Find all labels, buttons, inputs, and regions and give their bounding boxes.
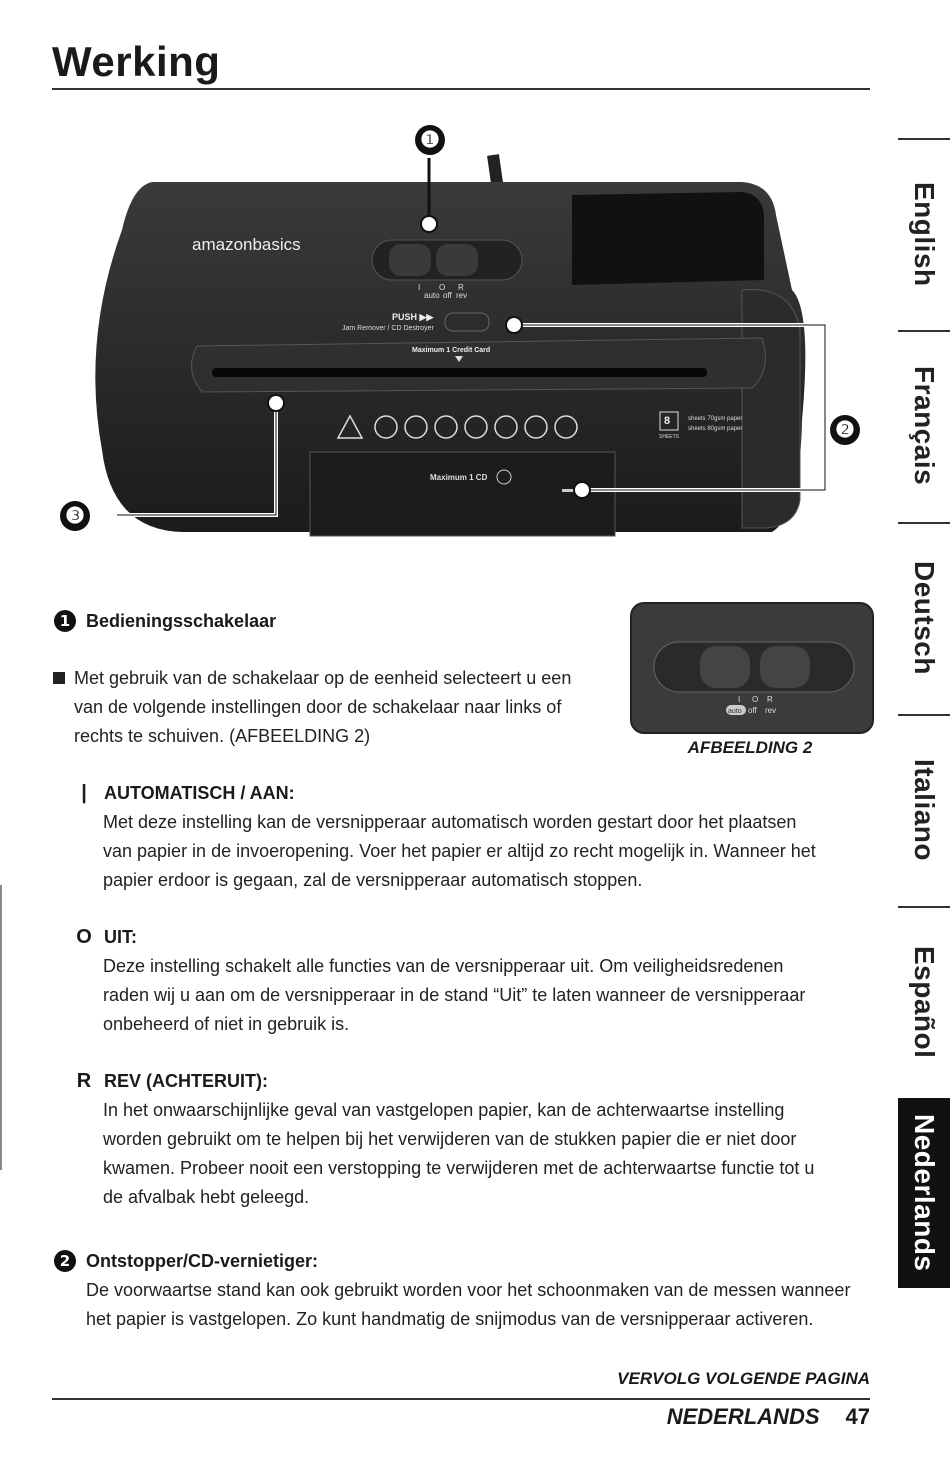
page-number: 47 bbox=[845, 1404, 870, 1429]
title-divider bbox=[52, 88, 870, 90]
cd-label: Maximum 1 CD bbox=[430, 473, 488, 482]
mode-rev: rev bbox=[456, 291, 468, 300]
switch-label-o: O bbox=[439, 283, 446, 292]
mode-title: REV (ACHTERUIT): bbox=[104, 1071, 268, 1091]
sheets-line-1: sheets 70gsm paper bbox=[688, 416, 743, 422]
mode-line: raden wij u aan om de versnipperaar in de stand “Uit” te laten wanneer de versnipperaar bbox=[103, 985, 806, 1005]
shredder-figure bbox=[52, 120, 872, 560]
fig2-switch-label-o: O bbox=[752, 695, 759, 704]
fig2-mode-off: off bbox=[748, 706, 757, 715]
mode-line: kwamen. Probeer nooit een verstopping te verwijderen met de achterwaartse functie tot u bbox=[103, 1158, 815, 1178]
page-footer bbox=[667, 1404, 870, 1430]
page-title: Werking bbox=[52, 38, 221, 85]
tab-italiano[interactable] bbox=[898, 714, 950, 906]
section2-heading bbox=[54, 1250, 318, 1272]
section2-title: Ontstopper/CD-vernietiger: bbox=[86, 1250, 319, 1271]
fig2-switch-label-i: I bbox=[738, 695, 741, 704]
mode-line: Deze instelling schakelt alle functies van de versnipperaar uit. Om veiligheidsredenen bbox=[103, 956, 784, 976]
marker-1: ❶ bbox=[415, 125, 445, 155]
mode-line: onbeheerd of niet in gebruik is. bbox=[103, 1014, 350, 1034]
switch-label-r: R bbox=[458, 283, 464, 292]
sheets-caption: SHEETS bbox=[659, 434, 680, 440]
fig2-switch-label-r: R bbox=[767, 695, 773, 704]
section1-number: 1 bbox=[54, 610, 76, 632]
mode-rev-heading bbox=[74, 1070, 268, 1093]
mode-line: worden gebruikt om te helpen bij het verwijderen van de stukken papier die er niet door bbox=[103, 1129, 797, 1149]
mode-symbol: R bbox=[76, 1070, 92, 1092]
section2-number: 2 bbox=[54, 1250, 76, 1272]
footer-divider bbox=[52, 1398, 870, 1400]
mode-auto-heading bbox=[74, 782, 295, 805]
tab-deutsch[interactable] bbox=[898, 522, 950, 714]
tab-label: English bbox=[909, 181, 940, 287]
tab-label: Français bbox=[909, 366, 940, 486]
sheets-number: 8 bbox=[664, 415, 671, 427]
sheets-line-2: sheets 80gsm paper bbox=[688, 426, 743, 432]
tab-nederlands[interactable] bbox=[898, 1098, 950, 1288]
margin-line bbox=[0, 885, 2, 1170]
mode-line: Met deze instelling kan de versnipperaar automatisch worden gestart door het plaatsen bbox=[103, 812, 797, 832]
switch-closeup-figure bbox=[630, 602, 874, 734]
tab-label: Español bbox=[909, 945, 940, 1059]
mode-off-heading bbox=[74, 926, 137, 949]
brand-label: amazonbasics bbox=[192, 235, 301, 254]
intro-line: Met gebruik van de schakelaar op de eenheid selecteert u een bbox=[74, 668, 572, 688]
intro-line: rechts te schuiven. (AFBEELDING 2) bbox=[74, 726, 371, 746]
mode-auto-text bbox=[103, 808, 878, 895]
section1-heading bbox=[54, 610, 276, 632]
slot-label: Maximum 1 Credit Card bbox=[412, 347, 491, 354]
footer-language: NEDERLANDS bbox=[666, 1404, 820, 1429]
mode-symbol: | bbox=[81, 782, 87, 804]
switch-closeup-illustration bbox=[632, 604, 872, 732]
mode-line: papier erdoor is gegaan, zal de versnipperaar automatisch stoppen. bbox=[103, 870, 643, 890]
section1-intro bbox=[74, 664, 619, 751]
bullet-square bbox=[53, 672, 65, 684]
tab-english[interactable] bbox=[898, 138, 950, 330]
mode-auto: auto bbox=[424, 291, 440, 300]
section1-title: Bedieningsschakelaar bbox=[86, 610, 277, 631]
jam-label: Jam Remover / CD Destroyer bbox=[342, 325, 434, 332]
switch-label-i: I bbox=[418, 283, 421, 292]
section2-text bbox=[86, 1276, 876, 1334]
figure2-caption: AFBEELDING 2 bbox=[687, 738, 813, 757]
tab-label: Nederlands bbox=[909, 1114, 940, 1272]
fig2-mode-rev: rev bbox=[765, 706, 777, 715]
mode-line: van papier in de invoeropening. Voer het papier er altijd zo recht mogelijk in. Wanneer het bbox=[103, 841, 816, 861]
marker-3: ❸ bbox=[60, 501, 90, 531]
intro-line: van de volgende instellingen door de schakelaar naar links of bbox=[74, 697, 562, 717]
tab-label: Deutsch bbox=[909, 561, 940, 675]
section2-line: het papier is vastgelopen. Zo kunt handmatig de snijmodus van de versnipperaar activeren. bbox=[86, 1309, 814, 1329]
mode-rev-text bbox=[103, 1096, 878, 1212]
section2-line: De voorwaartse stand kan ook gebruikt worden voor het schoonmaken van de messen wanneer bbox=[86, 1280, 851, 1300]
shredder-illustration bbox=[52, 120, 872, 560]
mode-off-text bbox=[103, 952, 878, 1039]
mode-title: UIT: bbox=[104, 927, 137, 947]
tab-label: Italiano bbox=[909, 758, 940, 861]
mode-line: In het onwaarschijnlijke geval van vastgelopen papier, kan de achterwaartse instelling bbox=[103, 1100, 785, 1120]
push-label: PUSH ▶▶ bbox=[392, 312, 434, 322]
tab-espanol[interactable] bbox=[898, 906, 950, 1098]
mode-symbol: O bbox=[76, 926, 92, 948]
bin-opening bbox=[572, 192, 764, 285]
continue-note: VERVOLG VOLGENDE PAGINA bbox=[617, 1369, 870, 1388]
mode-line: de afvalbak hebt geleegd. bbox=[103, 1187, 310, 1207]
marker-2: ❷ bbox=[830, 415, 860, 445]
mode-title: AUTOMATISCH / AAN: bbox=[104, 783, 295, 803]
fig2-mode-auto: auto bbox=[728, 708, 742, 715]
mode-off: off bbox=[443, 291, 452, 300]
tab-francais[interactable] bbox=[898, 330, 950, 522]
